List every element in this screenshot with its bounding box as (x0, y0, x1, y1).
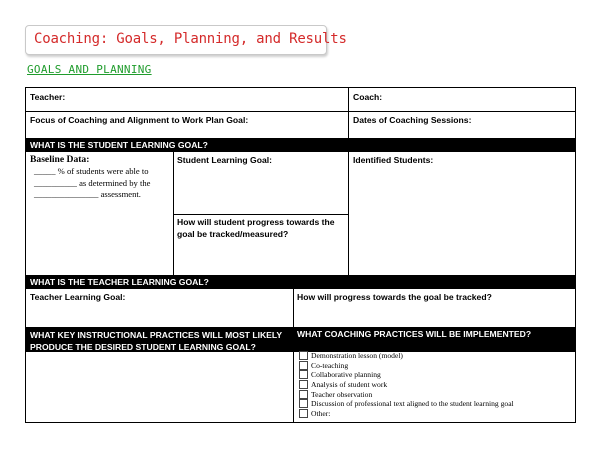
baseline-line-3: _______________ assessment. (34, 189, 141, 199)
student-learning-goal-label: Student Learning Goal: (177, 155, 273, 165)
divider (293, 289, 294, 327)
checkbox[interactable] (299, 351, 308, 360)
checkbox[interactable] (299, 361, 308, 370)
baseline-label: Baseline Data: (30, 154, 90, 165)
checkbox[interactable] (299, 380, 308, 389)
coach-label: Coach: (353, 92, 383, 102)
divider (348, 88, 349, 138)
checkbox-option[interactable]: Other: (299, 409, 514, 419)
identified-students-label: Identified Students: (353, 155, 434, 165)
baseline-line-1: _____ % of students were able to (34, 166, 149, 176)
student-goal-header (26, 138, 575, 152)
coaching-header-text: WHAT COACHING PRACTICES WILL BE IMPLEMENTED? (297, 329, 532, 339)
dates-label: Dates of Coaching Sessions: (353, 115, 472, 125)
checkbox-option[interactable]: Collaborative planning (299, 370, 514, 380)
checkbox-option[interactable]: Co-teaching (299, 361, 514, 371)
practices-header-text: WHAT KEY INSTRUCTIONAL PRACTICES WILL MOST LIKELY PRODUCE THE DESIRED STUDENT LEARNING GOAL? (30, 330, 282, 352)
checkbox[interactable] (299, 399, 308, 408)
baseline-text (34, 166, 150, 201)
teacher-learning-goal-label: Teacher Learning Goal: (30, 292, 126, 302)
page-title: Coaching: Goals, Planning, and Results (34, 31, 347, 47)
checkbox[interactable] (299, 409, 308, 418)
title-banner (25, 25, 347, 55)
student-goal-header-text: WHAT IS THE STUDENT LEARNING GOAL? (30, 140, 208, 150)
practices-header (26, 327, 575, 352)
teacher-goal-header (26, 275, 575, 289)
checkbox-option[interactable]: Teacher observation (299, 389, 514, 399)
teacher-label: Teacher: (30, 92, 66, 102)
checkbox[interactable] (299, 390, 308, 399)
progress-tracked-label: How will student progress towards the goal be tracked/measured? (177, 217, 335, 239)
checkbox-option[interactable]: Demonstration lesson (model) (299, 351, 514, 361)
divider (26, 111, 575, 112)
coaching-form (25, 87, 576, 423)
focus-label: Focus of Coaching and Alignment to Work Plan Goal: (30, 115, 249, 125)
checkbox-option[interactable]: Discussion of professional text aligned to the student learning goal (299, 399, 514, 409)
checkbox[interactable] (299, 370, 308, 379)
coaching-options-list (299, 351, 514, 418)
progress-goal-label: How will progress towards the goal be tracked? (297, 292, 492, 302)
divider (173, 214, 349, 215)
checkbox-option[interactable]: Analysis of student work (299, 380, 514, 390)
divider (293, 352, 294, 422)
section-title: GOALS AND PLANNING (27, 63, 152, 76)
baseline-line-2: __________ as determined by the (34, 177, 151, 188)
teacher-goal-header-text: WHAT IS THE TEACHER LEARNING GOAL? (30, 277, 209, 287)
